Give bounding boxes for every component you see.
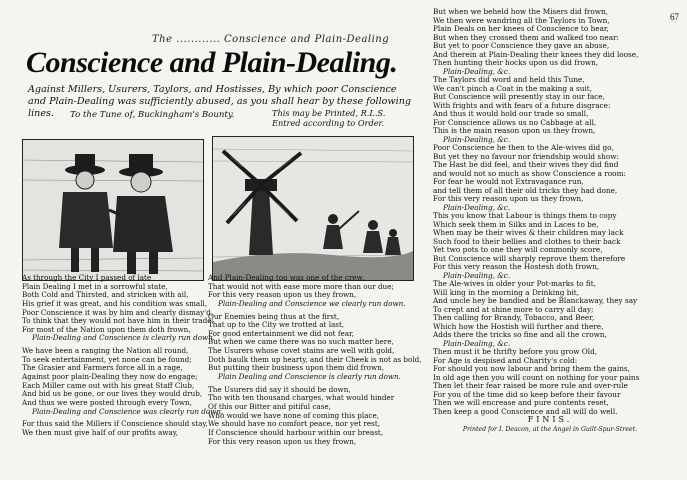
verse-line: The Usurers did say it should be down,	[208, 384, 351, 394]
tune-line: To the Tune of, Buckingham's Bounty.	[70, 110, 235, 120]
refrain-line: Plain-Dealing, &c.	[443, 66, 511, 76]
verse-line: For should you now labour and bring them the gains,	[433, 364, 630, 373]
verse-line: Poor Conscience it was by him and clearly dismay'd,	[22, 307, 214, 317]
verse-line: If Conscience should harbour within our breast,	[208, 427, 384, 437]
verse-line: This is the main reason upon us they frown,	[433, 126, 596, 135]
verse-line: But when we came there was no such matter here,	[208, 337, 394, 347]
verse-line: For good entertainment we did not fear,	[208, 328, 354, 338]
woodcut-windmill	[212, 136, 414, 281]
verse-line: Then let their fear raised be more rule and over-rule	[433, 381, 628, 390]
verse-line: For you of the time did so keep before their favour	[433, 389, 621, 399]
woodcut-two-figures-image	[23, 140, 203, 280]
verse-line: Such food to their bellies and clothes to their back	[433, 236, 621, 246]
verse-line: For Age is despised and Charity's cold:	[433, 355, 578, 365]
refrain-line: Plain-Dealing and Conscience was clearly run down.	[32, 406, 224, 416]
verse-line: We then were wandring all the Taylors in Town,	[433, 15, 610, 25]
verse-line: The Usurers whose covet stains are well with gold,	[208, 346, 395, 356]
woodcut-windmill-image	[213, 137, 413, 280]
title-block	[22, 26, 415, 138]
verse-line: Yet two pots to one they will commonly score,	[433, 245, 603, 254]
ballad-name: The ............ Conscience and Plain-Dealing	[152, 34, 390, 45]
verse-line: The Hast be did feel, and their wives they did find	[433, 160, 619, 169]
verse-line: We can't pinch a Coat in the making a suit,	[433, 83, 593, 93]
verse-line: Who would we have none of coming this place,	[208, 410, 380, 420]
verse-line: And therein at Plain-Dealing their knees they did loose,	[433, 49, 639, 59]
verse-line: For this very reason the Hostesh doth frown,	[433, 262, 600, 271]
verse-line: Then we will encrease and pure contents reset,	[433, 398, 609, 407]
verse-line: We then must give half of our profits away,	[22, 427, 179, 437]
refrain-line: Plain-Dealing, &c.	[443, 134, 511, 144]
verse-line: But yet to poor Conscience they gave an abuse,	[433, 41, 610, 50]
woodcut-two-figures	[22, 139, 204, 281]
verse-line: And Plain-Dealing too was one of the crew,	[208, 273, 365, 282]
verse-line: Against poor plain-Dealing they now do engage;	[22, 372, 198, 382]
verse-line: The Ale-wives in older your Pot-marks to fit,	[433, 279, 596, 288]
verse-line: Then must it be thrifty before you grow Old,	[433, 347, 598, 356]
text-column-3	[433, 8, 667, 434]
verse-line: That would not with ease more more than our due;	[208, 281, 394, 291]
refrain-line: Plain Dealing and Conscience is clearly run down.	[218, 372, 401, 382]
verse-line: For this very reason upon us they frown,	[208, 436, 357, 446]
main-title: Conscience and Plain-Dealing.	[26, 46, 398, 79]
refrain-line: Plain-Dealing and Conscience we clearly run down.	[218, 298, 406, 308]
license-line: This may be Printed, R.L.S. Entred according to Order.	[272, 108, 386, 128]
printer-imprint: Printed for I. Deacon, at the Angel in Guilt-Spur-Street.	[462, 426, 638, 433]
verse-line: Then hunting their hocks upon us did frown,	[433, 58, 599, 67]
finis-mark: FINIS.	[527, 415, 573, 424]
verse-line: and tell them of all their old tricks they had done,	[433, 185, 618, 195]
verse-line: And thus we were posted through every Town,	[22, 397, 192, 407]
page-number: 67	[670, 12, 679, 22]
verse-line: For Conscience allows us no Cabbage at all,	[433, 117, 597, 127]
verse-line: And uncle hey be bandied and be Blanckaway, they say	[433, 296, 638, 305]
verse-line: Plain Dealing I met in a sorrowful state,	[22, 281, 168, 291]
verse-line: But Conscience will presently stay in our face,	[433, 92, 605, 101]
verse-line: The Taylors did word and held this Tune,	[433, 75, 585, 84]
verse-line: Then calling for Brandy, Tobacco, and Beer,	[433, 313, 595, 322]
verse-line: Then keep a good Conscience and all will do well.	[433, 406, 618, 416]
verse-line: Plain Deals on her knees of Conscience to hear,	[433, 24, 609, 33]
left-section	[22, 26, 422, 476]
verse-line: This you know that Labour is things them to copy	[433, 211, 617, 220]
verse-line: His grief it was great, and his condition was small,	[22, 298, 208, 308]
verse-line: We have been a ranging the Nation all round,	[22, 346, 189, 356]
verse-line: For fear he would not Extravagance run,	[433, 177, 584, 186]
verse-line: When may be their wives & their children may lack	[433, 228, 624, 237]
verse-line: To seek entertainment, yet none can be found;	[22, 354, 192, 364]
verse-line: That up to the City we trotted at last,	[208, 320, 345, 330]
verse-line: We should have no comfort peace, nor yet rest,	[208, 419, 381, 429]
verse-line: To think that they would not have him in their trade;	[22, 316, 214, 326]
verse-line: Doth baulk them up hearty, and their Cheek is not as bold,	[208, 354, 422, 364]
verse-line: and would not so much as show Conscience a room:	[433, 168, 626, 178]
text-column-1	[22, 273, 224, 438]
verse-line: To crept and at shine more to carry all day;	[433, 304, 594, 314]
verse-line: Each Miller came out with his great Staff Club,	[22, 380, 195, 390]
refrain-line: Plain-Dealing, &c.	[443, 270, 511, 280]
text-column-2	[208, 273, 422, 446]
verse-line: Our Enemies being thus at the first,	[208, 311, 340, 321]
verse-line: But when they crossed them and walked too near:	[433, 32, 619, 42]
verse-line: Tho with ten thousand charges, what would hinder	[208, 393, 395, 403]
refrain-line: Plain-Dealing, &c.	[443, 338, 511, 348]
verse-line: Which how the Hostish will further and there,	[433, 321, 604, 331]
verse-line: As through the City I passed of late	[22, 273, 152, 282]
verse-line: For most of the Nation upon them doth frown,	[22, 324, 191, 334]
verse-line: For this very reason upon us they frown,	[208, 290, 357, 300]
refrain-line: Plain-Dealing and Conscience is clearly run down.	[32, 333, 216, 343]
verse-line: Which seek them in Silks and in Laces to be,	[433, 219, 599, 229]
verse-line: For this very reason upon us they frown,	[433, 194, 584, 203]
verse-line: Will king in the morning a Drinking bit,	[433, 287, 580, 297]
refrain-line: Plain-Dealing, &c.	[443, 202, 511, 212]
verse-line: But putting their business upon them did frown,	[208, 363, 385, 373]
verse-line: Poor Conscience he then to the Ale-wives did go,	[433, 143, 614, 152]
verse-line: But when we beheld how the Misers did frown,	[433, 7, 609, 16]
subtitle: Against Millers, Usurers, Taylors, and Hostisses, By which poor Conscience and Plain-Dealing was sufficiently abused, as you shall hear by these following lines.	[28, 84, 412, 119]
verse-line: But Conscience will sharply reprove them therefore	[433, 253, 626, 263]
verse-line: But yet they no favour nor friendship would show:	[433, 151, 619, 161]
verse-line: Both Cold and Thirsted, and stricken with ail,	[22, 290, 189, 300]
verse-line: And thus it would hold our trade so small,	[433, 109, 589, 118]
verse-line: And bid us be gone, or our lives they would drub,	[22, 389, 203, 399]
verse-line: Adds there the tricks so fine and all the crown,	[433, 330, 607, 339]
verse-line: With frights and with fears of a future disgrace:	[433, 100, 611, 110]
verse-line: In old age then you will count on nothing for your pains	[433, 372, 640, 382]
verse-line: For thus said the Millers if Conscience should stay,	[22, 419, 208, 429]
verse-line: Of this our Bitter and pitiful case,	[208, 401, 331, 411]
verse-line: The Grasier and Farmers force all in a rage,	[22, 363, 183, 373]
